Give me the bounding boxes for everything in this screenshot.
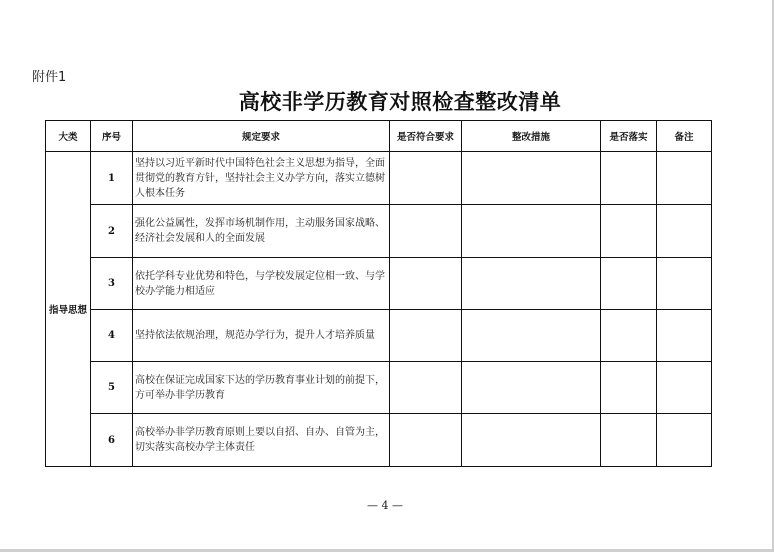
compliant-cell[interactable]	[390, 310, 462, 362]
measures-cell[interactable]	[462, 205, 601, 258]
implemented-cell[interactable]	[601, 205, 657, 258]
compliant-cell[interactable]	[390, 205, 462, 258]
table-row	[46, 362, 712, 414]
measures-cell[interactable]	[462, 362, 601, 414]
implemented-cell[interactable]	[601, 152, 657, 205]
attachment-label: 附件1	[32, 70, 67, 85]
category-cell: 指导思想	[46, 152, 91, 467]
measures-cell[interactable]	[462, 152, 601, 205]
implemented-cell[interactable]	[601, 414, 657, 467]
header-implemented: 是否落实	[601, 121, 657, 152]
page-number: — 4 —	[367, 499, 403, 512]
row-number: 4	[91, 310, 133, 362]
remarks-cell[interactable]	[657, 310, 712, 362]
header-requirement: 规定要求	[133, 121, 390, 152]
compliant-cell[interactable]	[390, 152, 462, 205]
row-number: 5	[91, 362, 133, 414]
header-remarks: 备注	[657, 121, 712, 152]
requirement-text: 坚持以习近平新时代中国特色社会主义思想为指导，全面贯彻党的教育方针，坚持社会主义办学方向，落实立德树人根本任务	[135, 157, 385, 199]
header-number: 序号	[91, 121, 133, 152]
table-row	[46, 152, 712, 205]
requirement-cell	[133, 414, 390, 467]
checklist-table	[45, 120, 712, 467]
requirement-text: 高校在保证完成国家下达的学历教育事业计划的前提下，方可举办非学历教育	[135, 374, 385, 401]
table-row	[46, 310, 712, 362]
requirement-text: 依托学科专业优势和特色，与学校发展定位相一致、与学校办学能力相适应	[135, 270, 385, 297]
requirement-cell	[133, 152, 390, 205]
row-number: 3	[91, 258, 133, 310]
measures-cell[interactable]	[462, 310, 601, 362]
row-number: 1	[91, 152, 133, 205]
header-compliant: 是否符合要求	[390, 121, 462, 152]
remarks-cell[interactable]	[657, 362, 712, 414]
header-measures: 整改措施	[462, 121, 601, 152]
requirement-cell	[133, 258, 390, 310]
requirement-cell	[133, 310, 390, 362]
requirement-text: 高校举办非学历教育原则上要以自招、自办、自管为主，切实落实高校办学主体责任	[135, 427, 385, 453]
compliant-cell[interactable]	[390, 414, 462, 467]
table-row	[46, 414, 712, 467]
remarks-cell[interactable]	[657, 152, 712, 205]
row-number: 2	[91, 205, 133, 258]
implemented-cell[interactable]	[601, 362, 657, 414]
requirement-cell	[133, 362, 390, 414]
measures-cell[interactable]	[462, 258, 601, 310]
compliant-cell[interactable]	[390, 362, 462, 414]
table-header-row	[46, 121, 712, 152]
row-number: 6	[91, 414, 133, 467]
requirement-text: 强化公益属性，发挥市场机制作用，主动服务国家战略、经济社会发展和人的全面发展	[135, 218, 385, 244]
requirement-cell	[133, 205, 390, 258]
compliant-cell[interactable]	[390, 258, 462, 310]
remarks-cell[interactable]	[657, 205, 712, 258]
table-row	[46, 205, 712, 258]
requirement-text: 坚持依法依规治理，规范办学行为，提升人才培养质量	[135, 330, 375, 341]
measures-cell[interactable]	[462, 414, 601, 467]
remarks-cell[interactable]	[657, 414, 712, 467]
header-category: 大类	[46, 121, 91, 152]
implemented-cell[interactable]	[601, 258, 657, 310]
implemented-cell[interactable]	[601, 310, 657, 362]
document-title: 高校非学历教育对照检查整改清单	[238, 89, 562, 114]
table-row	[46, 258, 712, 310]
remarks-cell[interactable]	[657, 258, 712, 310]
